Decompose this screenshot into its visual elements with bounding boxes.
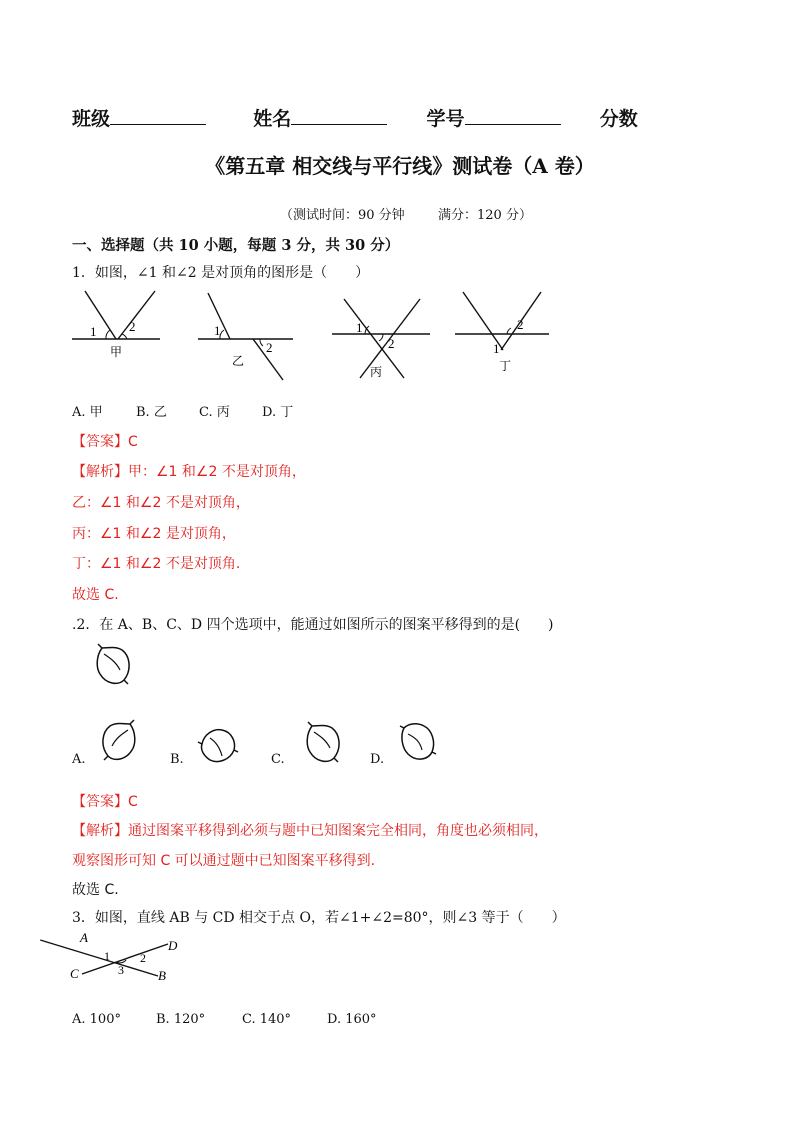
q3-label-b: B [158, 968, 166, 983]
q3-option-b[interactable]: B. 120° [156, 1012, 206, 1027]
q3-option-d[interactable]: D. 160° [327, 1012, 377, 1027]
q2-analysis-line: 【解析】通过图案平移得到必须与题中已知图案完全相同，角度也必须相同， [72, 823, 548, 839]
q1-option-d[interactable]: D. 丁 [262, 405, 294, 420]
page-title: 《第五章 相交线与平行线》测试卷（A 卷） [205, 154, 595, 178]
name-label: 姓名 [253, 108, 292, 130]
q2-option-d[interactable]: D. [370, 752, 385, 767]
q3-num2: 2 [140, 951, 146, 965]
score-label: 分数 [599, 108, 638, 130]
q2-analysis-line: 观察图形可知 C 可以通过题中已知图案平移得到. [72, 853, 376, 869]
q1-option-a[interactable]: A. 甲 [72, 405, 103, 420]
class-label: 班级 [72, 108, 111, 130]
q1-answer: 【答案】C [72, 434, 138, 450]
q2-option-a-pattern [100, 718, 140, 768]
q1-jia-num1: 1 [90, 324, 97, 339]
q1-analysis-line: 【解析】甲：∠1 和∠2 不是对顶角， [72, 464, 306, 480]
name-blank[interactable] [291, 106, 387, 125]
test-time: （测试时间：90 分钟 [280, 208, 405, 223]
q2-option-b-pattern [196, 722, 240, 768]
q3-option-c[interactable]: C. 140° [242, 1012, 292, 1027]
q1-ding-num1: 1 [493, 341, 500, 356]
q1-figure-yi [198, 288, 298, 383]
q2-option-b[interactable]: B. [170, 752, 184, 767]
q1-bing-num2: 2 [388, 336, 395, 351]
q1-figure-ding [455, 288, 555, 378]
q1-jia-num2: 2 [129, 319, 136, 334]
q3-label-c: C [70, 966, 79, 981]
class-blank[interactable] [110, 106, 206, 125]
section-heading: 一、选择题（共 10 小题，每题 3 分，共 30 分） [72, 237, 400, 254]
q3-label-d: D [168, 938, 178, 953]
q1-analysis-line: 乙：∠1 和∠2 不是对顶角， [72, 495, 250, 511]
q2-option-a[interactable]: A. [72, 752, 86, 767]
q1-yi-num1: 1 [214, 323, 221, 338]
q2-answer: 【答案】C [72, 794, 138, 810]
q1-option-b[interactable]: B. 乙 [136, 405, 167, 420]
q1-analysis-line: 丁：∠1 和∠2 不是对顶角. [72, 556, 241, 572]
header-row [72, 104, 638, 131]
q3-figure [68, 930, 183, 985]
q1-analysis-line: 丙：∠1 和∠2 是对顶角， [72, 526, 236, 542]
q1-figure-jia [72, 288, 162, 363]
id-blank[interactable] [465, 106, 561, 125]
q3-num1: 1 [104, 949, 110, 963]
q1-jia-label: 甲 [110, 345, 123, 359]
q1-option-c[interactable]: C. 丙 [199, 405, 230, 420]
q1-figure-bing [332, 294, 432, 384]
q3-stem: 3．如图，直线 AB 与 CD 相交于点 O，若∠1+∠2=80°，则∠3 等于（ ） [72, 910, 566, 926]
q2-option-c-pattern [304, 718, 344, 768]
q1-ding-label: 丁 [499, 359, 512, 373]
q2-option-c[interactable]: C. [271, 752, 285, 767]
q2-stem: .2．在 A、B、C、D 四个选项中，能通过如图所示的图案平移得到的是( ) [72, 617, 554, 633]
q1-ding-num2: 2 [517, 317, 524, 332]
full-score: 满分：120 分） [438, 208, 532, 223]
q2-conclusion: 故选 C. [72, 882, 119, 898]
id-label: 学号 [426, 108, 465, 130]
q1-bing-label: 丙 [370, 365, 383, 379]
q1-conclusion: 故选 C. [72, 587, 119, 603]
q3-option-a[interactable]: A. 100° [72, 1012, 121, 1027]
q1-bing-num1: 1 [356, 320, 363, 335]
q3-label-a: A [80, 930, 88, 945]
q1-yi-label: 乙 [232, 354, 245, 368]
q2-given-pattern [94, 640, 134, 690]
q2-option-d-pattern [398, 718, 438, 768]
q3-num3: 3 [118, 963, 124, 977]
q1-yi-num2: 2 [266, 340, 273, 355]
q1-stem: 1．如图，∠1 和∠2 是对顶角的图形是（ ） [72, 265, 370, 281]
